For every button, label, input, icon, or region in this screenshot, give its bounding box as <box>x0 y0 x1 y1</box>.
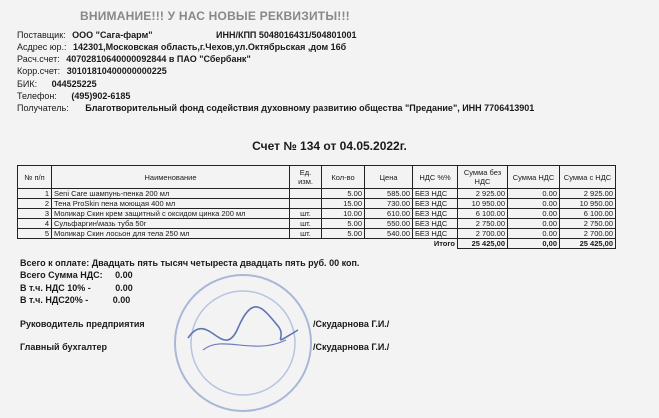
header-cell: Сумма без НДС <box>458 166 508 189</box>
address-line <box>17 42 346 53</box>
inn-kpp: ИНН/КПП 5048016431/504801001 <box>216 30 357 40</box>
phone-value: (495)902-6185 <box>71 91 131 101</box>
signature-stroke <box>203 340 286 350</box>
item-sum-no-vat: 6 100.00 <box>458 209 508 219</box>
bik-value: 044525225 <box>51 79 97 89</box>
item-price: 540.00 <box>365 229 413 239</box>
supplier-line <box>17 30 357 41</box>
vat20-line <box>20 295 130 306</box>
table-row <box>18 199 616 209</box>
recipient-line <box>17 103 534 114</box>
item-price: 610.00 <box>365 209 413 219</box>
address-value: 142301,Московская область,г.Чехов,ул.Октябрьская ,дом 16б <box>73 42 347 52</box>
account-value: 40702810640000092844 в ПАО "Сбербанк" <box>66 54 251 64</box>
item-vat: 0.00 <box>508 199 560 209</box>
row-number: 1 <box>18 189 52 199</box>
phone-line <box>17 91 130 102</box>
header-cell: Наименование <box>52 166 290 189</box>
corr-value: 30101810400000000225 <box>66 66 167 76</box>
item-unit: шт. <box>290 209 322 219</box>
director-name: /Скударнова Г.И./ <box>313 319 390 329</box>
item-sum-with-vat: 10 950.00 <box>560 199 616 209</box>
account-label: Расч.счет: <box>17 54 60 64</box>
header-cell: № п/п <box>18 166 52 189</box>
supplier-value: ООО "Сага-фарм" <box>72 30 153 40</box>
header-cell: НДС %% <box>413 166 458 189</box>
item-vat: 0.00 <box>508 189 560 199</box>
stamp-outer-ring <box>175 275 311 411</box>
totals-row <box>18 239 616 249</box>
row-number: 5 <box>18 229 52 239</box>
phone-label: Телефон: <box>17 91 57 101</box>
item-qty: 15.00 <box>322 199 365 209</box>
item-qty: 5.00 <box>322 229 365 239</box>
item-name: Моликар Скин лосьон для тела 250 мл <box>52 229 290 239</box>
row-number: 4 <box>18 219 52 229</box>
item-sum-with-vat: 2 700.00 <box>560 229 616 239</box>
item-sum-no-vat: 2 750.00 <box>458 219 508 229</box>
vat10-value: 0.00 <box>115 283 133 293</box>
header-cell: Сумма НДС <box>508 166 560 189</box>
header-cell: Цена <box>365 166 413 189</box>
table-row <box>18 219 616 229</box>
item-sum-with-vat: 2 750.00 <box>560 219 616 229</box>
item-unit: шт. <box>290 219 322 229</box>
vat-total-value: 0.00 <box>115 270 133 280</box>
totals-label: Итого <box>433 238 455 248</box>
recipient-label: Получатель: <box>17 103 69 113</box>
vat10-label: В т.ч. НДС 10% - <box>20 283 91 293</box>
notice-heading: ВНИМАНИЕ!!! У НАС НОВЫЕ РЕКВИЗИТЫ!!! <box>80 9 350 23</box>
item-vat: 0.00 <box>508 229 560 239</box>
row-number: 3 <box>18 209 52 219</box>
item-vat-rate: БЕЗ НДС <box>413 219 458 229</box>
corr-line <box>17 66 167 77</box>
item-qty: 10.00 <box>322 209 365 219</box>
item-qty: 5.00 <box>322 189 365 199</box>
total-with-vat: 25 425,00 <box>560 239 616 249</box>
item-unit: шт. <box>290 229 322 239</box>
table-row <box>18 189 616 199</box>
total-vat: 0,00 <box>508 239 560 249</box>
item-sum-no-vat: 10 950.00 <box>458 199 508 209</box>
item-sum-no-vat: 2 925.00 <box>458 189 508 199</box>
item-vat-rate: БЕЗ НДС <box>413 209 458 219</box>
vat-total-label: Всего Сумма НДС: <box>20 270 103 280</box>
item-vat: 0.00 <box>508 209 560 219</box>
row-number: 2 <box>18 199 52 209</box>
vat10-line <box>20 283 133 294</box>
item-sum-with-vat: 6 100.00 <box>560 209 616 219</box>
table-row <box>18 209 616 219</box>
total-words: Всего к оплате: Двадцать пять тысяч четыреста двадцать пять руб. 00 коп. <box>20 258 360 268</box>
item-price: 730.00 <box>365 199 413 209</box>
bik-label: БИК: <box>17 79 38 89</box>
item-price: 585.00 <box>365 189 413 199</box>
items-table <box>17 165 616 249</box>
table-header-row <box>18 166 616 189</box>
accountant-name: /Скударнова Г.И./ <box>313 342 390 352</box>
item-sum-with-vat: 2 925.00 <box>560 189 616 199</box>
total-no-vat: 25 425,00 <box>458 239 508 249</box>
item-unit <box>290 199 322 209</box>
item-name: Тена ProSkin пена моющая 400 мл <box>52 199 290 209</box>
table-row <box>18 229 616 239</box>
vat20-label: В т.ч. НДС20% - <box>20 295 89 305</box>
header-cell: Ед. изм. <box>290 166 322 189</box>
supplier-label: Поставщик: <box>17 30 66 40</box>
item-name: Сульфаргин\мазь туба 50г <box>52 219 290 229</box>
bik-line <box>17 79 97 90</box>
vat20-value: 0.00 <box>112 295 131 305</box>
item-name: Seni Care шампунь-пенка 200 мл <box>52 189 290 199</box>
accountant-label: Главный бухгалтер <box>20 342 108 352</box>
corr-label: Корр.счет: <box>17 66 61 76</box>
item-vat-rate: БЕЗ НДС <box>413 199 458 209</box>
item-name: Моликар Скин крем защитный с оксидом цинка 200 мл <box>52 209 290 219</box>
header-cell: Сумма с НДС <box>560 166 616 189</box>
company-stamp <box>168 268 318 418</box>
recipient-value: Благотворительный фонд содействия духовному развитию общества "Предание", ИНН 7706413901 <box>85 103 535 113</box>
signature-stroke <box>188 307 298 340</box>
invoice-title: Счет № 134 от 04.05.2022г. <box>252 139 407 153</box>
item-qty: 5.00 <box>322 219 365 229</box>
item-price: 550.00 <box>365 219 413 229</box>
item-vat: 0.00 <box>508 219 560 229</box>
item-sum-no-vat: 2 700.00 <box>458 229 508 239</box>
item-vat-rate: БЕЗ НДС <box>413 189 458 199</box>
item-vat-rate: БЕЗ НДС <box>413 229 458 239</box>
item-unit <box>290 189 322 199</box>
director-label: Руководитель предприятия <box>20 319 145 329</box>
account-line <box>17 54 251 65</box>
address-label: Асдрес юр.: <box>17 42 67 52</box>
header-cell: Кол-во <box>322 166 365 189</box>
vat-total-line <box>20 270 133 281</box>
